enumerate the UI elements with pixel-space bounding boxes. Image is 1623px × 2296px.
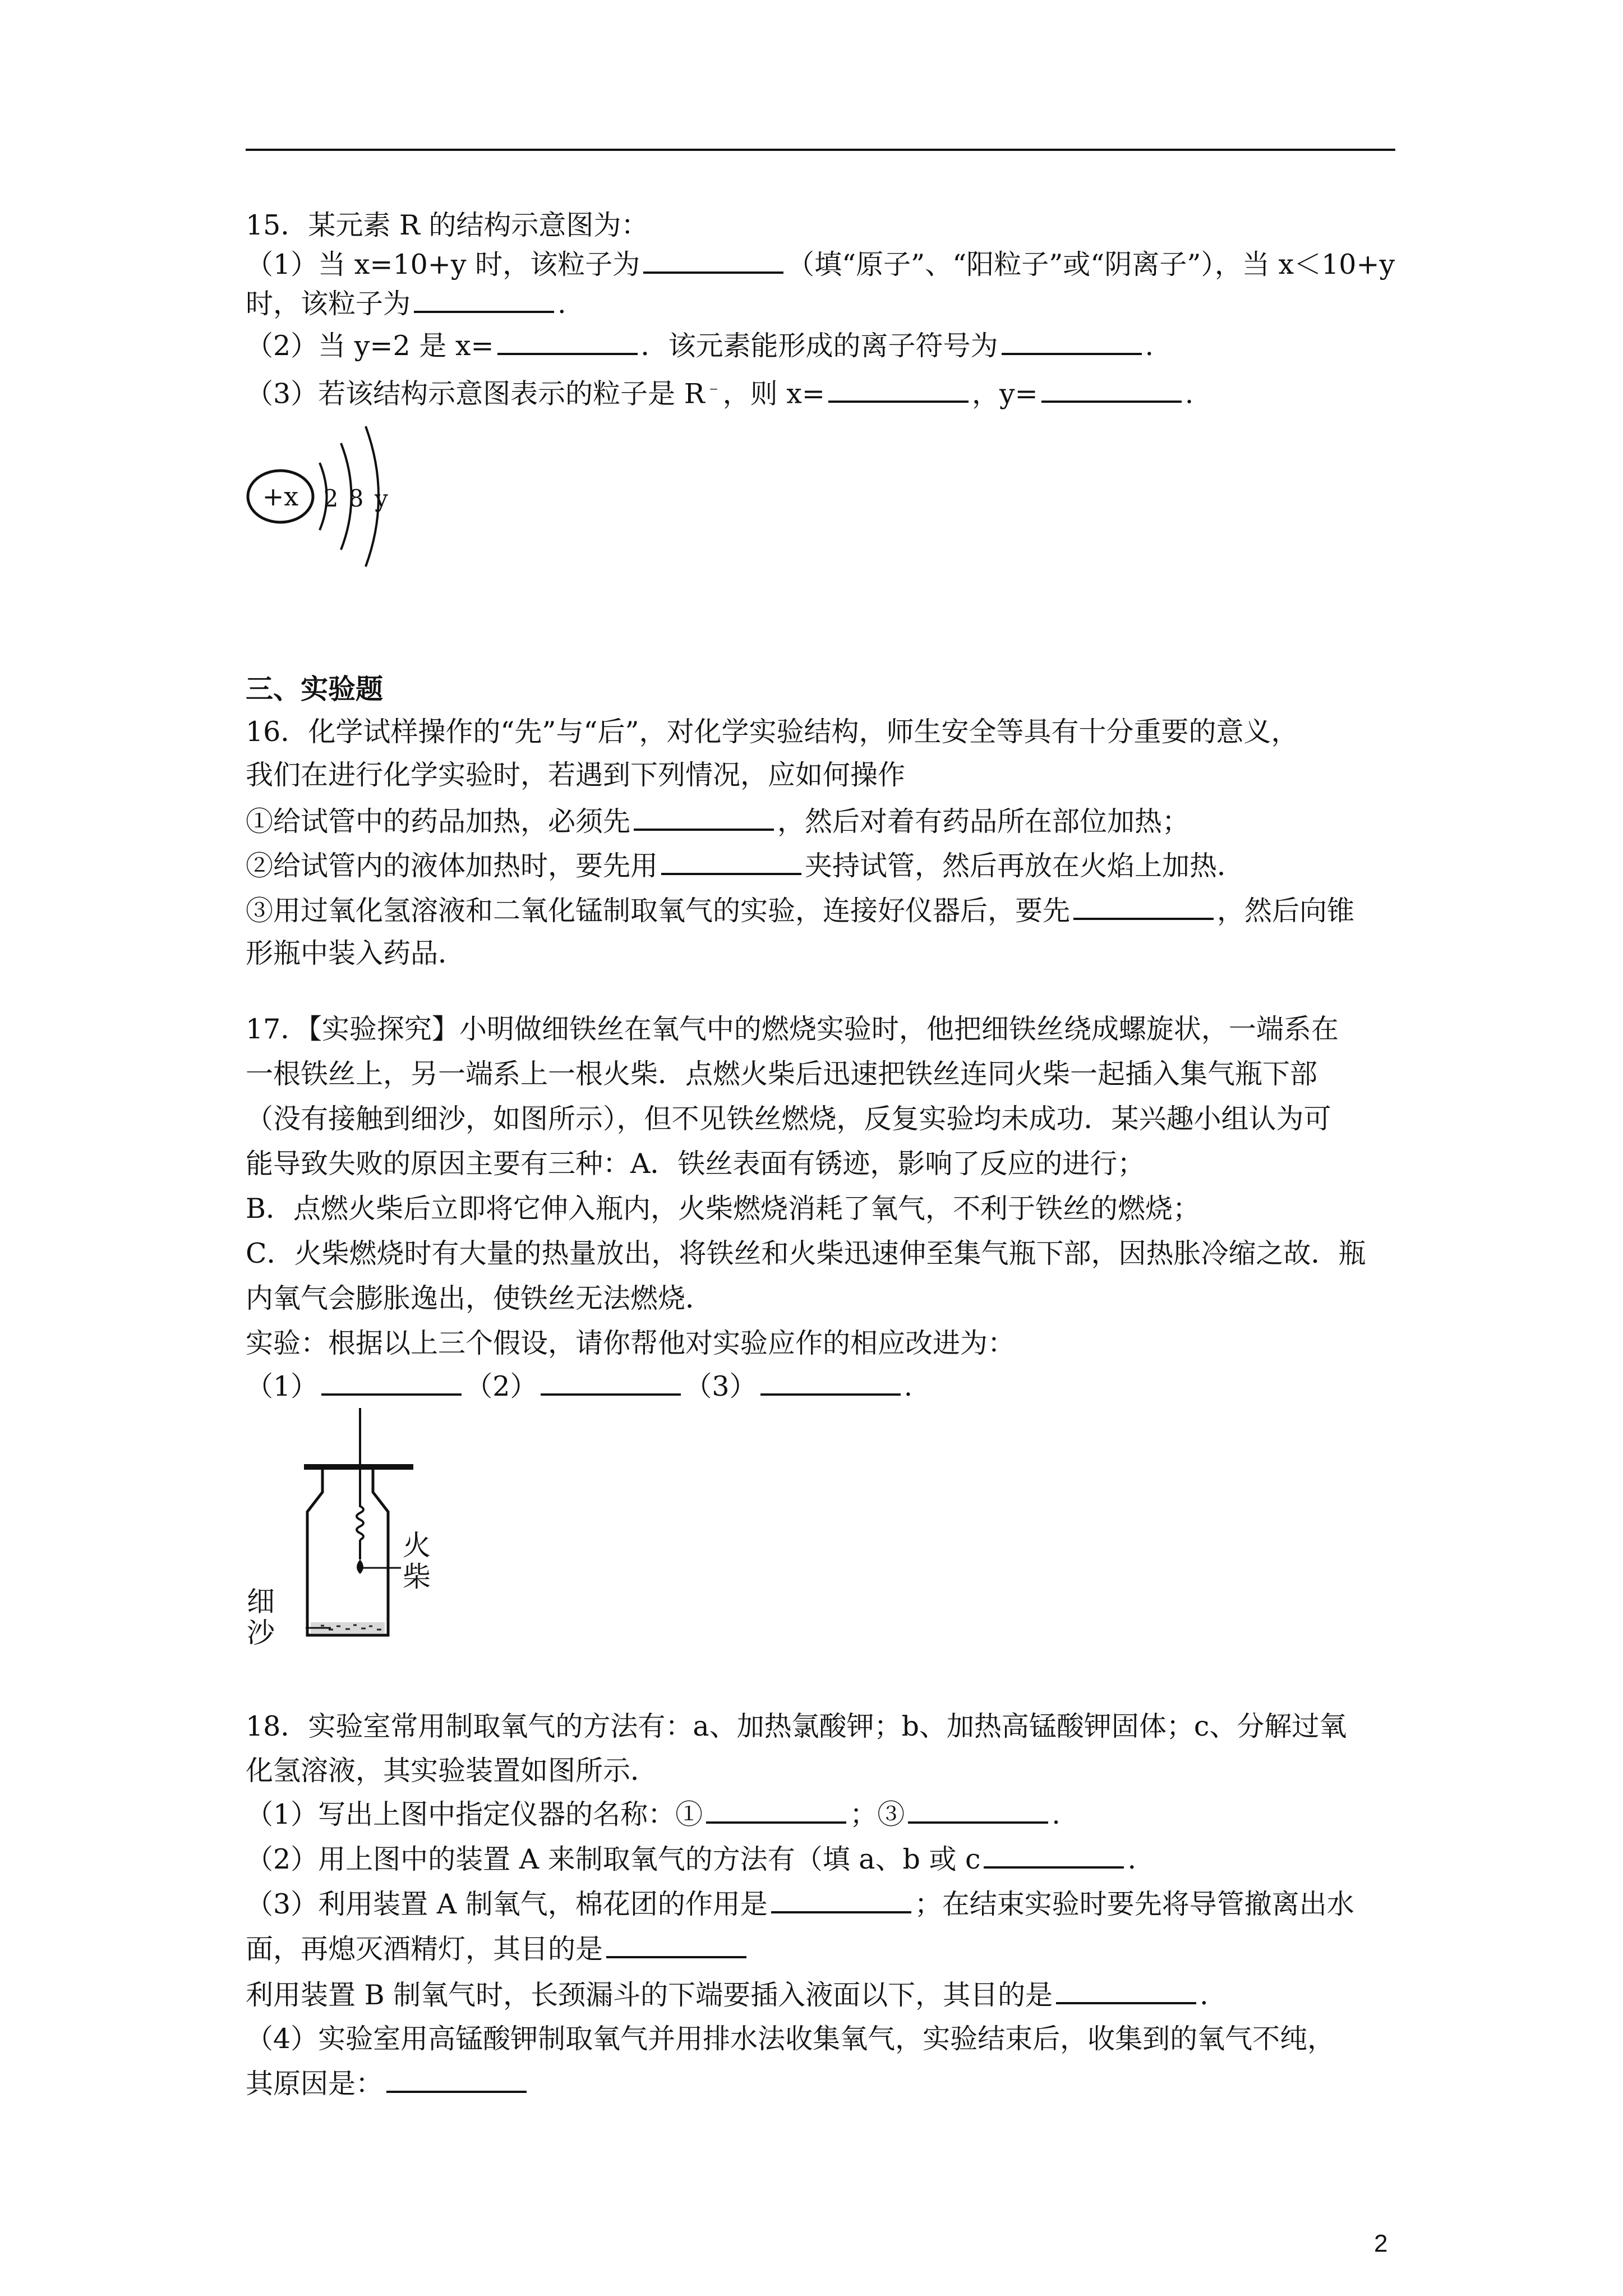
q15-l4a: （3）若该结构示意图表示的粒子是 R — [246, 378, 705, 410]
q17-blank-3[interactable] — [760, 1369, 901, 1396]
q15-l4d: . — [1184, 378, 1194, 410]
q18-blank-1[interactable] — [706, 1797, 846, 1824]
q15-l3a: （2）当 y=2 是 x= — [246, 330, 494, 362]
label-sand-2: 沙 — [247, 1617, 275, 1649]
atom-shell-3: y — [375, 485, 388, 512]
q18-l4b: . — [1127, 1843, 1137, 1875]
q18-l6a: 面，再熄灭酒精灯，其目的是 — [246, 1933, 603, 1965]
q17-l9d: . — [903, 1370, 913, 1402]
q17-line-1: 17．【实验探究】小明做细铁丝在氧气中的燃烧实验时，他把细铁丝绕成螺旋状，一端系在 — [246, 1013, 1339, 1045]
q15-l3c: . — [1145, 330, 1154, 362]
q15-stem: 15．某元素 R 的结构示意图为： — [246, 209, 649, 241]
q18-line-8: （4）实验室用高锰酸钾制取氧气并用排水法收集氧气，实验结束后，收集到的氧气不纯， — [246, 2023, 1335, 2055]
q16-l5a: ③用过氧化氢溶液和二氧化锰制取氧气的实验，连接好仪器后，要先 — [246, 895, 1071, 927]
q17-line-9 — [246, 1369, 912, 1404]
atom-structure-diagram — [241, 418, 426, 581]
q16-line-6: 形瓶中装入药品． — [246, 937, 466, 969]
q16-line-2: 我们在进行化学实验时，若遇到下列情况，应如何操作 — [246, 759, 906, 791]
q15-blank-1[interactable] — [643, 247, 783, 274]
q18-line-9 — [246, 2066, 530, 2101]
header-rule — [246, 149, 1395, 151]
q17-l9a: （1） — [246, 1370, 319, 1402]
q16-l5b: ，然后向锥 — [1217, 895, 1355, 927]
q18-blank-5[interactable] — [606, 1931, 746, 1958]
q18-line-4 — [246, 1842, 1136, 1876]
q15-blank-2[interactable] — [414, 286, 554, 313]
q15-l1b: （填“原子”、“阳粒子”或“阴离子”），当 x＜10+y — [787, 249, 1395, 280]
q16-blank-3[interactable] — [1073, 893, 1214, 920]
q18-l3b: ；③ — [850, 1798, 905, 1830]
q18-line-6 — [246, 1931, 750, 1966]
q15-l4sup: ﹣ — [704, 376, 723, 398]
q16-l3b: ，然后对着有药品所在部位加热； — [777, 806, 1190, 838]
q18-line-1: 18．实验室常用制取氧气的方法有：a、加热氯酸钾；b、加热高锰酸钾固体；c、分解过氧 — [246, 1710, 1347, 1742]
label-match-2: 柴 — [403, 1561, 431, 1593]
q17-line-3: （没有接触到细沙，如图所示），但不见铁丝燃烧，反复实验均未成功．某兴趣小组认为可 — [246, 1103, 1331, 1135]
q17-line-2: 一根铁丝上，另一端系上一根火柴．点燃火柴后迅速把铁丝连同火柴一起插入集气瓶下部 — [246, 1058, 1318, 1090]
q18-l5a: （3）利用装置 A 制氧气，棉花团的作用是 — [246, 1888, 768, 1920]
atom-shell-1: 2 — [323, 485, 339, 512]
q18-l9a: 其原因是： — [246, 2068, 384, 2100]
q15-line-2 — [246, 286, 566, 321]
q18-blank-6[interactable] — [1056, 1977, 1196, 2004]
q15-l2b: . — [557, 288, 566, 320]
atom-nucleus: +x — [262, 481, 299, 512]
label-match-1: 火 — [403, 1529, 431, 1562]
q17-l9c: （3） — [684, 1370, 757, 1402]
q15-line-4 — [246, 370, 1193, 411]
q16-line-4 — [246, 848, 1244, 883]
atom-shell-2: 8 — [348, 485, 364, 512]
q16-line-1: 16．化学试样操作的“先”与“后”，对化学实验结构，师生安全等具有十分重要的意义， — [246, 716, 1299, 748]
q18-l4a: （2）用上图中的装置 A 来制取氧气的方法有（填 a、b 或 c — [246, 1843, 981, 1875]
q15-l4c: ，y= — [971, 378, 1038, 410]
q15-line-3 — [246, 328, 1154, 363]
q17-line-5: B．点燃火柴后立即将它伸入瓶内，火柴燃烧消耗了氧气，不利于铁丝的燃烧； — [246, 1193, 1201, 1225]
q15-blank-4[interactable] — [1002, 328, 1142, 355]
q16-l4b: 夹持试管，然后再放在火焰上加热． — [805, 850, 1245, 882]
q18-l7b: . — [1200, 1979, 1209, 2011]
q18-l3a: （1）写出上图中指定仪器的名称：① — [246, 1798, 703, 1830]
q17-blank-1[interactable] — [321, 1369, 462, 1396]
gas-bottle-figure — [241, 1408, 465, 1660]
q17-line-6: C．火柴燃烧时有大量的热量放出，将铁丝和火柴迅速伸至集气瓶下部，因热胀冷缩之故．瓶 — [246, 1237, 1366, 1269]
q15-l2a: 时，该粒子为 — [246, 288, 411, 320]
q18-l7a: 利用装置 B 制氧气时，长颈漏斗的下端要插入液面以下，其目的是 — [246, 1979, 1053, 2011]
q18-blank-4[interactable] — [771, 1887, 911, 1913]
q18-line-7 — [246, 1977, 1209, 2012]
q16-line-5 — [246, 893, 1354, 928]
q18-blank-2[interactable] — [908, 1797, 1048, 1824]
q15-blank-5[interactable] — [828, 376, 969, 403]
q17-line-7: 内氧气会膨胀逸出，使铁丝无法燃烧． — [246, 1282, 713, 1314]
q18-line-2: 化氢溶液，其实验装置如图所示． — [246, 1755, 658, 1787]
q17-l9b: （2） — [465, 1370, 538, 1402]
q15-line-1 — [246, 247, 1395, 282]
q18-line-5 — [246, 1887, 1354, 1921]
q17-line-4: 能导致失败的原因主要有三种：A．铁丝表面有锈迹，影响了反应的进行； — [246, 1148, 1145, 1180]
label-sand-1: 细 — [247, 1585, 275, 1618]
q18-l3c: . — [1052, 1798, 1061, 1830]
q18-l5b: ；在结束实验时要先将导管撤离出水 — [914, 1888, 1354, 1920]
q15-l1a: （1）当 x=10+y 时，该粒子为 — [246, 249, 640, 280]
q17-line-8: 实验：根据以上三个假设，请你帮他对实验应作的相应改进为： — [246, 1327, 1016, 1359]
q16-line-3 — [246, 804, 1189, 839]
q18-line-3 — [246, 1797, 1061, 1832]
q15-l4b: ，则 x= — [722, 378, 825, 410]
q16-blank-1[interactable] — [634, 804, 774, 831]
q15-blank-3[interactable] — [497, 328, 638, 355]
section-title: 三、实验题 — [246, 673, 384, 705]
q16-blank-2[interactable] — [661, 848, 801, 875]
q16-l3a: ①给试管中的药品加热，必须先 — [246, 806, 631, 838]
q17-blank-2[interactable] — [541, 1369, 681, 1396]
q16-l4a: ②给试管内的液体加热时，要先用 — [246, 850, 658, 882]
q18-blank-7[interactable] — [386, 2066, 527, 2093]
page-number: 2 — [1374, 2230, 1388, 2257]
q15-blank-6[interactable] — [1041, 376, 1182, 403]
q15-l3b: ．该元素能形成的离子符号为 — [640, 330, 998, 362]
q18-blank-3[interactable] — [984, 1842, 1124, 1869]
